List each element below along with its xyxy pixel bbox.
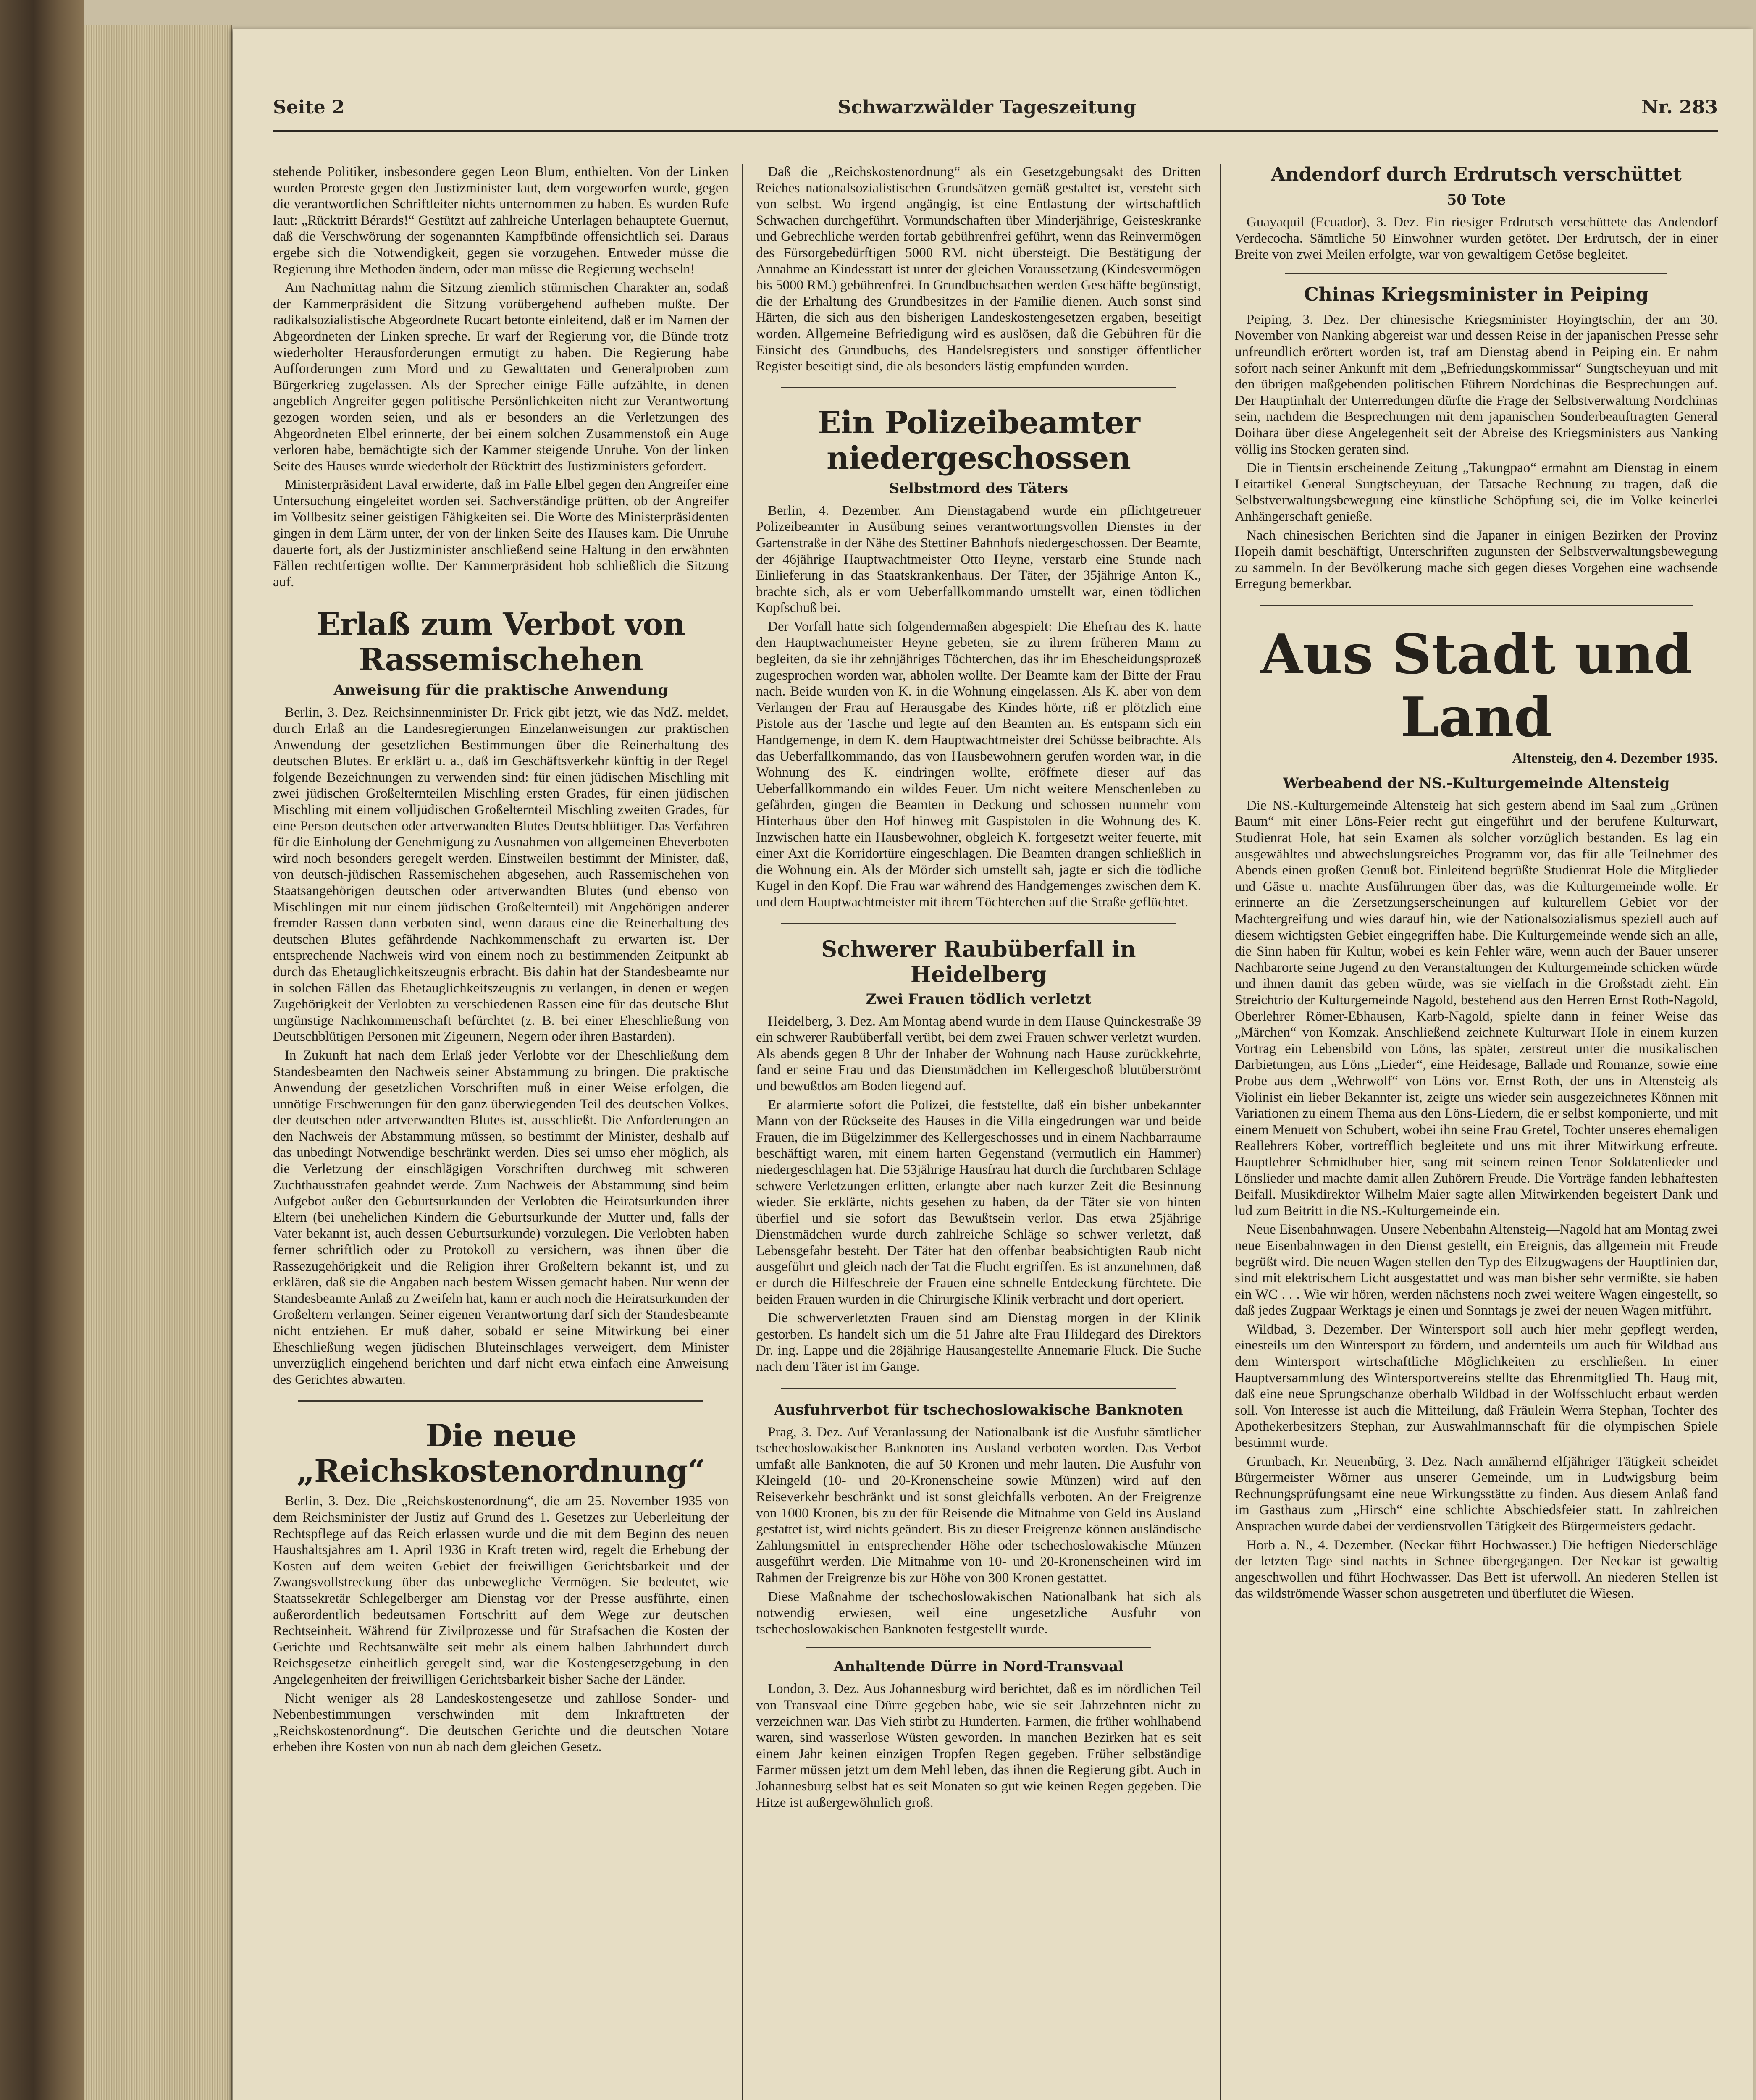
article-paragraph: Nach chinesischen Berichten sind die Japaner in einigen Bezirken der Provinz Hopeih damit beschäftigt, Unterschriften zugunsten der Selbstverwaltungsbewegung zu sammeln. In der Bevölkerung mache sich gegen dieses Vorgehen eine wachsende Erregung bemerkbar.: [1235, 528, 1718, 592]
headline: Ein Polizeibeamter niedergeschossen: [817, 404, 1140, 476]
article-paragraph: Guayaquil (Ecuador), 3. Dez. Ein riesiger Erdrutsch verschüttete das Andendorf Verdecocha. Sämtliche 50 Einwohner wurden getötet. Der Erdrutsch, der in einer Breite von zwei Meilen erfolgte, war von gewaltigem Getöse begleitet.: [1235, 215, 1718, 262]
divider: [298, 1400, 703, 1402]
section-title: Aus Stadt und Land: [1260, 622, 1693, 749]
article-paragraph: stehende Politiker, insbesondere gegen Leon Blum, enthielten. Von der Linken wurden Proteste gegen den Justizminister laut, dem vorgeworfen wurde, gegen die verantwortlichen Schriftleiter nichts unternommen zu haben. Es wurden Rufe laut: „Rücktritt Bérards!“ Gestützt auf zahlreiche Unterlagen behauptete Guernut, daß die Verschwörung der sogenannten Kampfbünde offensichtlich sei. Daraus ergebe sich die Notwendigkeit, gegen sie vorzugehen. Entweder müsse die Regierung ihre Methoden ändern, oder man müsse die Regierung wechseln!: [273, 164, 729, 277]
headline: Anhaltende Dürre in Nord-Transvaal: [833, 1658, 1124, 1675]
subheadline: Selbstmord des Täters: [889, 480, 1068, 497]
article-paragraph: Peiping, 3. Dez. Der chinesische Kriegsminister Hoyingtschin, der am 30. November von Nanking abgereist war und dessen Reise in der japanischen Presse sehr unfreundlich erörtert worden ist, traf am Dienstag abend in Peiping ein. Er nahm sofort nach seiner Ankunft mit dem „Befriedungskommissar“ Sungtscheyuan und mit den übrigen maßgebenden politischen Führern Nordchinas die Besprechungen auf. Der Hauptinhalt der Unterredungen dürfte die Frage der Selbstverwaltung Nordchinas sein, nachdem die Besprechungen mit dem japanischen Sonderbeauftragten General Doihara über diese Angelegenheit seit der Abreise des Kriegsministers aus Nanking völlig ins Stocken geraten sind.: [1235, 312, 1718, 457]
article-paragraph: London, 3. Dez. Aus Johannesburg wird berichtet, daß es im nördlichen Teil von Transvaal eine Dürre gegeben habe, wie sie seit Jahrzehnten nicht zu verzeichnen war. Das Vieh stirbt zu Hunderten. Farmen, die früher wohlhabend waren, sind wasserlose Wüsten geworden. In manchen Bezirken hat es seit einem Jahr keinen einzigen Tropfen Regen gegeben. Früher selbständige Farmer müssen jetzt um dem Mehl leben, das ihnen die Regierung gibt. Auch in Johannesburg selbst hat es seit Monaten so gut wie keinen Regen gegeben. Die Hitze ist außergewöhnlich groß.: [756, 1681, 1201, 1810]
newspaper-page: [233, 29, 1753, 2100]
headline: Schwerer Raubüberfall in Heidelberg: [821, 936, 1136, 987]
article-paragraph: Neue Eisenbahnwagen. Unsere Nebenbahn Altensteig—Nagold hat am Montag zwei neue Eisenbahnwagen in den Dienst gestellt, ein Ereignis, das allgemein mit Freude begrüßt wird. Die neuen Wagen stellen den Typ des Eilzugwagens der Hauptlinien dar, sind mit elektrischem Licht ausgestattet und was man bisher sehr vermißte, sie haben ein WC . . . Wie wir hören, werden nächstens noch zwei weitere Wagen eingestellt, so daß jedes Zugpaar Werktags je einen und Sonntags je zwei der neuen Wagen mitführt.: [1235, 1222, 1718, 1318]
article-paragraph: Die NS.-Kulturgemeinde Altensteig hat sich gestern abend im Saal zum „Grünen Baum“ mit einer Löns-Feier recht gut eingeführt und der berufene Kulturwart, Studienrat Hole, hat sein Examen als solcher vorzüglich bestanden. Es lag ein ausgewähltes und abwechslungsreiches Programm vor, das für alle Teilnehmer des Abends einen großen Genuß bot. Einleitend begrüßte Studienrat Hole die Mitglieder und Gäste u. machte Ausführungen über das, was die Kulturgemeinde wolle. Er erinnerte an die Zersetzungserscheinungen auf kulturellem Gebiet vor der Machtergreifung und wies darauf hin, wie der Nationalsozialismus speziell auch auf diesem wichtigsten Gebiet eingegriffen habe. Die Kulturgemeinde wende sich an alle, die Sinn haben für Kultur, wobei es kein Fehler wäre, wenn auch der Bauer unserer Nachbarorte seine Jugend zu den Veranstaltungen der Kulturgemeinde schicken würde und ihnen damit das geben würde, was sie vielfach in die Großstadt zieht. Ein Streichtrio der Kulturgemeinde Nagold, bestehend aus den Herren Ernst Roth-Nagold, Oberlehrer Römer-Ebhausen, Karb-Nagold, spielte dann in feiner Weise das „Märchen“ von Komzak. Anschließend zeichnete Kulturwart Hole in einem kurzen Vortrag ein Lebensbild von Löns, las später, zerstreut unter die musikalischen Darbietungen, aus Löns „Lieder“, eine Heidesage, Ballade und Romanze, sowie eine Probe aus dem „Wehrwolf“ von Löns vor. Ernst Roth, der uns in Altensteig als Violinist ein lieber Bekannter ist, zeigte uns wieder sein ausgezeichnetes Können mit Variationen zu einem Thema aus den Löns-Liedern, die er selbst komponierte, und mit einem Menuett von Schubert, wobei ihn seine Frau Gretel, Tochter unseres ehemaligen Reallehrers Köber, vortrefflich begleitete und uns mit ihrer Mitwirkung erfreute. Hauptlehrer Schmidhuber hier, sang mit seinem reinen Tenor Soldatenlieder und Lönslieder und machte damit allen Zuhörern Freude. Die Vorträge fanden lebhaftesten Beifall. Musikdirektor Wilhelm Maier sagte allen Mitwirkenden begeistert Dank und lud zum Beitritt in die NS.-Kulturgemeinde ein.: [1235, 798, 1718, 1218]
page-number: Seite 2: [273, 97, 345, 118]
headline: Andendorf durch Erdrutsch verschüttet: [1271, 164, 1682, 185]
divider: [806, 1647, 1151, 1648]
subheadline: 50 Tote: [1446, 192, 1506, 208]
column-2: [756, 164, 1201, 2100]
divider: [1260, 605, 1693, 606]
book-binding: [0, 0, 84, 2100]
issue-number: Nr. 283: [1641, 97, 1718, 118]
subheadline: Zwei Frauen tödlich verletzt: [866, 990, 1092, 1008]
article-paragraph: Prag, 3. Dez. Auf Veranlassung der Nationalbank ist die Ausfuhr sämtlicher tschechoslowakischer Banknoten ins Ausland verboten worden. Das Verbot umfaßt alle Banknoten, die auf 50 Kronen und mehr lauten. Die Ausfuhr von Kleingeld (10- und 20-Kronenscheine sowie Münzen) wird auf den Reiseverkehr beschränkt und ist sonst gleichfalls verboten. An der Freigrenze von 1000 Kronen, bis zu der für Reisende die Mitnahme von Geld ins Ausland gestattet ist, wird nichts geändert. Bis zu dieser Freigrenze können ausländische Zahlungsmittel in entsprechender Höhe oder tschechoslowakische Münzen ausgeführt werden. Die Mitnahme von 10- und 20-Kronenscheinen wird im Rahmen der Freigrenze bis zur Höhe von 300 Kronen gestattet.: [756, 1424, 1201, 1586]
article-paragraph: Ministerpräsident Laval erwiderte, daß im Falle Elbel gegen den Angreifer eine Untersuchung eingeleitet worden sei. Sachverständige prüften, ob der Angreifer im Vollbesitz seiner geistigen Fähigkeiten sei. Die Worte des Ministerpräsidenten gingen in dem Lärm unter, der von der linken Seite des Hauses kam. Die Unruhe dauerte fort, als der Justizminister anschließend seine Haltung in den erwähnten Fällen rechtfertigen wollte. Der Kammerpräsident hob schließlich die Sitzung auf.: [273, 477, 729, 590]
subheadline: Anweisung für die praktische Anwendung: [333, 682, 668, 699]
headline: Erlaß zum Verbot von Rassemischehen: [316, 606, 685, 678]
article-paragraph: Am Nachmittag nahm die Sitzung ziemlich stürmischen Charakter an, sodaß der Kammerpräsident die Sitzung vorübergehend aufheben mußte. Der radikalsozialistische Abgeordnete Rucart betonte einleitend, daß er im Namen der Abgeordneten der Linken spreche. Er warf der Regierung vor, die Bünde trotz wiederholter Herausforderungen ermutigt zu haben. Die Regierung habe Aufforderungen zum Mord und zu Gewalttaten und Generalproben zum Bürgerkrieg zugelassen. Als der Sprecher einige Fälle aufzählte, in denen angeblich Angreifer gegen politische Persönlichkeiten nicht zur Verantwortung gezogen worden seien, und als er besonders an die Verletzungen des Abgeordneten Elbel erinnerte, der bei einem solchen Zusammenstoß ein Auge verloren habe, bemächtigte sich der Kammer steigende Unruhe. Von der linken Seite des Hauses wurde wiederholt der Rücktritt des Justizministers gefordert.: [273, 280, 729, 474]
column-1: [273, 164, 729, 2100]
divider: [781, 923, 1176, 924]
page-header: [273, 97, 1718, 132]
article-paragraph: Wildbad, 3. Dezember. Der Wintersport soll auch hier mehr gepflegt werden, einesteils um den Wintersport zu fördern, und andernteils um auch für Wildbad aus dem Wintersport wirtschaftliche Möglichkeiten zu erschließen. In einer Hauptversammlung des Wintersportvereins stellte das Ehrenmitglied Th. Haug mit, daß eine neue Sprungschanze oberhalb Wildbad in der Wolfsschlucht erbaut werden soll. Von Interesse ist auch die Mitteilung, daß Fräulein Werra Stephan, Tochter des Apothekerbesitzers Stephan, zur Auswahlmannschaft für die olympischen Spiele bestimmt wurde.: [1235, 1321, 1718, 1451]
divider: [1285, 273, 1667, 274]
article-paragraph: Er alarmierte sofort die Polizei, die feststellte, daß ein bisher unbekannter Mann von der Rückseite des Hauses in die Villa eingedrungen war und beide Frauen, die im Bügelzimmer des Kellergeschosses und in einem Nachbarraume beschäftigt waren, mit einem harten Gegenstand (vermutlich ein Hammer) niedergeschlagen hat. Die 53jährige Hausfrau hat durch die furchtbaren Schläge schwere Verletzungen erlitten, erlangte aber nach kurzer Zeit die Besinnung wieder. Sie erklärte, nichts gesehen zu haben, da der Täter sie von hinten überfiel und sie sofort das Bewußtsein verlor. Das etwa 25jährige Dienstmädchen wurde durch zahlreiche Schläge so schwer verletzt, daß Lebensgefahr besteht. Der Täter hat den offenbar beabsichtigten Raub nicht ausgeführt und gleich nach der Tat die Flucht ergriffen. Es ist anzunehmen, daß er durch die Hilfeschreie der Frauen eine schnelle Entdeckung fürchtete. Die beiden Frauen wurden in die Chirurgische Klinik verbracht und dort operiert.: [756, 1097, 1201, 1307]
article-paragraph: Grunbach, Kr. Neuenbürg, 3. Dez. Nach annähernd elfjähriger Tätigkeit scheidet Bürgermeister Wörner aus unserer Gemeinde, um in Ludwigsburg beim Rechnungsprüfungsamt eine neue Wirkungsstätte zu finden. Aus diesem Anlaß fand im Gasthaus zum „Hirsch“ eine schlichte Abschiedsfeier statt. In zahlreichen Ansprachen wurde dabei der verdienstvollen Tätigkeit des Bürgermeisters gedacht.: [1235, 1454, 1718, 1534]
article-paragraph: Berlin, 3. Dez. Reichsinnenminister Dr. Frick gibt jetzt, wie das NdZ. meldet, durch Erlaß an die Landesregierungen Einzelanweisungen zur praktischen Anwendung der gesetzlichen Bestimmungen über die Reinerhaltung des deutschen Blutes. Er erklärt u. a., daß im Geschäftsverkehr künftig in der Regel folgende Bezeichnungen zu verwenden sind: für einen jüdischen Mischling mit zwei jüdischen Großelternteilen Mischling ersten Grades, für einen jüdischen Mischling mit einem volljüdischen Großelternteil Mischling zweiten Grades, für eine Person deutschen oder artverwandten Blutes Deutschblütiger. Das Verfahren für die Einholung der Genehmigung zu Ausnahmen von allgemeinen Eheverboten wird noch besonders geregelt werden. Einstweilen bestimmt der Minister, daß, von deutsch-jüdischen Rassemischehen abgesehen, auch Rassemischehen von Staatsangehörigen deutschen oder artverwandten Blutes (und ebenso von Mischlingen mit nur einem jüdischen Großelternteil) mit Angehörigen anderer fremder Rassen dann verboten sind, wenn daraus eine die Reinerhaltung des deutschen Blutes gefährdende Nachkommenschaft zu erwarten ist. Der entsprechende Nachweis wird von einem noch zu bestimmenden Zeitpunkt ab durch das Ehetauglichkeitszeugnis erbracht. Bis dahin hat der Standesbeamte nur in solchen Fällen das Ehetauglichkeitszeugnis zu verlangen, in denen er wegen Zugehörigkeit der Verlobten zu verschiedenen Rassen eine für das deutsche Blut ungünstige Nachkommenschaft befürchtet (z. B. bei einer Eheschließung von Deutschblütigen Personen mit Zigeunern, Negern oder ihren Bastarden).: [273, 705, 729, 1045]
article-paragraph: Heidelberg, 3. Dez. Am Montag abend wurde in dem Hause Quinckestraße 39 ein schwerer Raubüberfall verübt, bei dem zwei Frauen schwer verletzt wurden. Als abends gegen 8 Uhr der Inhaber der Wohnung nach Hause zurückkehrte, fand er seine Frau und das Dienstmädchen im Kellergeschoß blutüberströmt und bewußtlos am Boden liegend auf.: [756, 1013, 1201, 1094]
article-paragraph: Die in Tientsin erscheinende Zeitung „Takungpao“ ermahnt am Dienstag in einem Leitartikel General Sungtscheyuan, der Tatsache Rechnung zu tragen, daß die Selbstverwaltungsbewegung eine künstliche Schöpfung sei, die im Volke keinerlei Anhängerschaft genieße.: [1235, 460, 1718, 524]
newspaper-title: Schwarzwälder Tageszeitung: [837, 97, 1137, 118]
headline: Chinas Kriegsminister in Peiping: [1304, 284, 1649, 305]
article-paragraph: Daß die „Reichskostenordnung“ als ein Gesetzgebungsakt des Dritten Reiches nationalsozialistischen Grundsätzen gemäß gestaltet ist, versteht sich von selbst. Wo irgend angängig, ist eine Entlastung der wirtschaftlich Schwachen durchgeführt. Vormundschaften über Minderjährige, Geisteskranke und Gebrechliche werden fortab gebührenfrei geführt, wenn das Reinvermögen des Fürsorgebedürftigen 5000 RM. nicht übersteigt. Die Bestätigung der Annahme an Kindesstatt ist unter der gleichen Voraussetzung (Kindesvermögen bis 5000 RM.) gebührenfrei. In Grundbuchsachen werden Geschäfte begünstigt, die der Erhaltung des Grundbesitzes in der Familie dienen. Auch sonst sind Härten, die sich aus den bisherigen Landeskostengesetzen ergaben, beseitigt worden. Allgemeine Befriedigung wird es auslösen, daß die Gebühren für die Einsicht des Grundbuchs, des Handelsregisters und sonstiger öffentlicher Register beseitigt sind, die als besonders lästig empfunden wurden.: [756, 164, 1201, 374]
column-3: [1235, 164, 1718, 2100]
article-paragraph: Nicht weniger als 28 Landeskostengesetze und zahllose Sonder- und Nebenbestimmungen verschwinden mit dem Inkrafttreten der „Reichskostenordnung“. Die deutschen Gerichte und die deutschen Notare erheben ihre Kosten von nun ab nach dem gleichen Gesetz.: [273, 1690, 729, 1755]
column-rule: [1220, 164, 1221, 2100]
article-paragraph: Diese Maßnahme der tschechoslowakischen Nationalbank hat sich als notwendig erwiesen, weil eine ungesetzliche Ausfuhr von tschechoslowakischen Banknoten festgestellt wurde.: [756, 1589, 1201, 1637]
article-paragraph: In Zukunft hat nach dem Erlaß jeder Verlobte vor der Eheschließung dem Standesbeamten den Nachweis seiner Abstammung zu bringen. Die praktische Anwendung der gesetzlichen Vorschriften muß in einer Weise erfolgen, die unnötige Erschwerungen für den ganz überwiegenden Teil des deutschen Volkes, der deutschen oder artverwandten Blutes ist, ausschließt. Die Anforderungen an den Nachweis der Abstammung müssen, so bestimmt der Minister, deshalb auf das unbedingt Notwendige beschränkt werden. Dies sei umso eher möglich, als die Verletzung der einschlägigen Vorschriften durchweg mit schweren Zuchthausstrafen geahndet werde. Zum Nachweis der Abstammung sind beim Aufgebot außer den Geburtsurkunden der Verlobten die Heiratsurkunden ihrer Eltern (bei unehelichen Kindern die Geburtsurkunde der Mutter und, falls der Vater bekannt ist, auch dessen Geburtsurkunde) vorzulegen. Die Verlobten haben ferner schriftlich oder zu Protokoll zu versichern, was ihnen über die Rassezugehörigkeit und die Religion ihrer Großeltern bekannt ist, und zu erklären, daß sie die Angaben nach bestem Wissen gemacht haben. Nur wenn der Standesbeamte Anlaß zu Zweifeln hat, kann er auch noch die Heiratsurkunden der Großeltern verlangen. Seiner eigenen Verantwortung darf sich der Standesbeamte nicht entziehen. Er muß daher, sobald er seine Mitwirkung bei einer Eheschließung wegen jüdischen Bluteinschlages verweigert, dem Minister unverzüglich eingehend berichten und darf nicht etwa einfach eine Anweisung des Gerichtes abwarten.: [273, 1047, 729, 1387]
article-paragraph: Die schwerverletzten Frauen sind am Dienstag morgen in der Klinik gestorben. Es handelt sich um die 51 Jahre alte Frau Hildegard des Direktors Dr. ing. Lappe und die 28jährige Hausangestellte Annemarie Fluck. Die Suche nach dem Täter ist im Gange.: [756, 1310, 1201, 1375]
article-paragraph: Der Vorfall hatte sich folgendermaßen abgespielt: Die Ehefrau des K. hatte den Hauptwachtmeister Heyne gebeten, sie zu ihrem früheren Mann zu begleiten, da sie ihr zehnjähriges Töchterchen, das ihr im Ehescheidungsprozeß zugesprochen worden war, abholen wollte. Der Beamte kam der Bitte der Frau nach. Beide wurden von K. in die Wohnung eingelassen. Als K. aber von dem Verlangen der Frau auf Herausgabe des Kindes hörte, riß er plötzlich eine Pistole aus der Tasche und legte auf den Beamten an. Es entspann sich ein Handgemenge, in dem K. dem Hauptwachtmeister drei Schüsse beibrachte. Als das Ueberfallkommando, das von Hausbewohnern gerufen worden war, in die Wohnung des K. eindringen wollte, eröffnete dieser auf das Ueberfallkommando ein wildes Feuer. Um nicht weitere Menschenleben zu gefährden, gingen die Beamten in Deckung und schossen nunmehr vom Hinterhaus über den Hof hinweg mit Gaspistolen in die Wohnung des K. Inzwischen hatte ein Hausbewohner, obgleich K. fortgesetzt weiter feuerte, mit einer Axt die Korridortüre eingeschlagen. Die Beamten drangen schließlich in die Wohnung ein. Als der Mörder sich umstellt sah, jagte er sich die tödliche Kugel in den Kopf. Die Frau war während des Handgemenges zwischen dem K. und dem Hauptwachtmeister mit ihrem Töchterchen auf die Straße geflüchtet.: [756, 619, 1201, 910]
article-paragraph: Horb a. N., 4. Dezember. (Neckar führt Hochwasser.) Die heftigen Niederschläge der letzten Tage sind nachts in Schnee übergegangen. Der Neckar ist gewaltig angeschwollen und führt Hochwasser. Das Bett ist uferwoll. An niederen Stellen ist das wildströmende Wasser schon ausgetreten und überflutet die Wiesen.: [1235, 1537, 1718, 1601]
divider: [781, 387, 1176, 388]
dateline: Altensteig, den 4. Dezember 1935.: [1512, 750, 1718, 766]
article-paragraph: Berlin, 3. Dez. Die „Reichskostenordnung“, die am 25. November 1935 von dem Reichsminister der Justiz auf Grund des 1. Gesetzes zur Ueberleitung der Rechtspflege auf das Reich erlassen wurde und die mit dem Beginn des neuen Haushaltsjahres am 1. April 1936 in Kraft treten wird, regelt die Erhebung der Kosten auf dem weiten Gebiet der freiwilligen Gerichtsbarkeit und der Zwangsvollstreckung über das unbewegliche Vermögen. Sie bedeutet, wie Staatssekretär Schlegelberger am Dienstag vor der Presse ausführte, einen außerordentlich bedeutsamen Fortschritt auf dem Wege zur deutschen Rechtseinheit. Während für Zivilprozesse und für Strafsachen die Kosten der Gerichte und Rechtsanwälte seit mehr als einem halben Jahrhundert durch Reichsgesetze einheitlich geregelt sind, war die Kostengesetzgebung in den Angelegenheiten der freiwilligen Gerichtsbarkeit bisher Sache der Länder.: [273, 1494, 729, 1687]
column-rule: [742, 164, 743, 2100]
divider: [781, 1388, 1176, 1389]
subheadline: Werbeabend der NS.-Kulturgemeinde Altensteig: [1283, 774, 1670, 792]
page-edges: [84, 25, 232, 2100]
headline: Ausfuhrverbot für tschechoslowakische Banknoten: [774, 1401, 1183, 1418]
article-paragraph: Berlin, 4. Dezember. Am Dienstagabend wurde ein pflichtgetreuer Polizeibeamter in Ausübung seines verantwortungsvollen Dienstes in der Gartenstraße in der Nähe des Stettiner Bahnhofs niedergeschossen. Der Beamte, der 46jährige Hauptwachtmeister Otto Heyne, verstarb eine Stunde nach Einlieferung in das Staatskrankenhaus. Der Täter, der 35jährige Anton K., brachte sich, als er vom Ueberfallkommando umstellt war, einen tödlichen Kopfschuß bei.: [756, 503, 1201, 616]
headline: Die neue „Reichskostenordnung“: [297, 1418, 705, 1490]
